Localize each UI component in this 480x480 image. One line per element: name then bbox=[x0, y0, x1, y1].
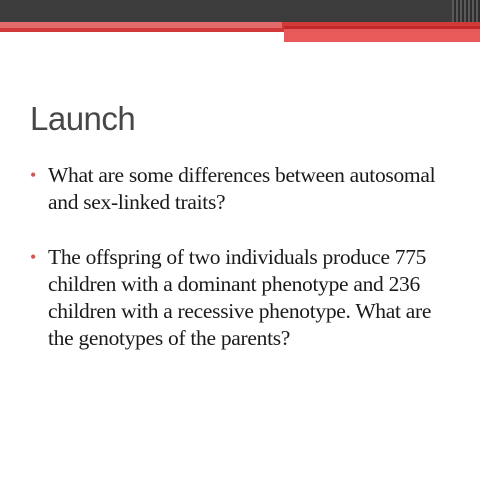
bullet-marker: • bbox=[30, 247, 37, 267]
bullet-marker: • bbox=[30, 165, 37, 185]
slide-title: Launch bbox=[30, 100, 136, 137]
header-stripes bbox=[452, 0, 480, 22]
bullet-text: What are some differences between autosomal and sex-linked traits? bbox=[48, 163, 436, 214]
accent-tab-line bbox=[284, 26, 480, 29]
bullet-item bbox=[30, 162, 460, 216]
accent-band-highlight bbox=[0, 22, 282, 28]
bullet-item bbox=[30, 244, 460, 352]
header-bar bbox=[0, 0, 480, 22]
bullet-text: The offspring of two individuals produce 775 children with a dominant phenotype and 236 children with a recessive phenotype. What are the genotypes of the parents? bbox=[48, 245, 432, 350]
bullet-list bbox=[30, 162, 460, 352]
